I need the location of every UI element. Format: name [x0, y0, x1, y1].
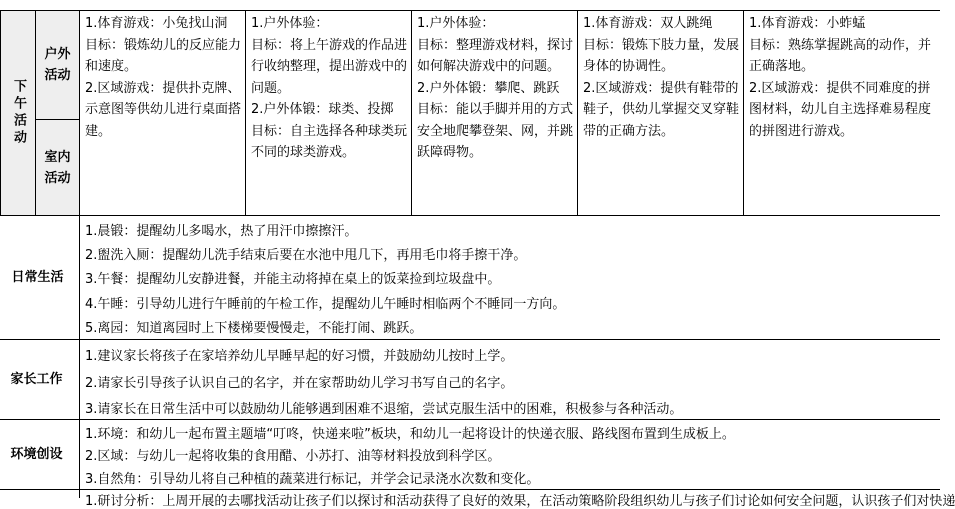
parent-work-item-2: 2.请家长引导孩子认识自己的名字，并在家帮助幼儿学习书写自己的名字。 [85, 376, 514, 391]
col1-line-3: 2.区域游戏：提供扑克牌、示意图等供幼儿进行桌面搭建。 [85, 80, 242, 139]
last-row-label-cell [0, 490, 80, 498]
parent-work-label-cell [0, 340, 80, 420]
afternoon-label-cell [0, 10, 36, 216]
daily-life-item-4: 4.午睡：引导幼儿进行午睡前的午检工作，提醒幼儿午睡时相临两个不睡同一方向。 [85, 297, 566, 312]
col3-line-1: 1.户外体验： [417, 16, 495, 31]
col4-line-2: 目标：锻炼下肢力量，发展身体的协调性。 [583, 37, 740, 74]
col1-line-2: 目标：锻炼幼儿的反应能力和速度。 [85, 37, 242, 74]
afternoon-col-4 [578, 10, 744, 216]
daily-life-item-2: 2.盥洗入厕：提醒幼儿洗手结束后要在水池中甩几下，再用毛巾将手擦干净。 [85, 248, 527, 263]
col2-line-1: 1.户外体验： [251, 16, 329, 31]
parent-work-label: 家长工作 [10, 371, 63, 387]
environment-item-2: 2.区域：与幼儿一起将收集的食用醋、小苏打、油等材料投放到科学区。 [85, 449, 501, 464]
daily-life-label-cell [0, 216, 80, 340]
daily-life-item-5: 5.离园：知道离园时上下楼梯要慢慢走，不能打闹、跳跃。 [85, 321, 423, 336]
environment-item-3: 3.自然角：引导幼儿将自己种植的蔬菜进行标记，并学会记录浇水次数和变化。 [85, 472, 540, 487]
daily-life-item-3: 3.午餐：提醒幼儿安静进餐，并能主动将掉在桌上的饭菜捡到垃圾盘中。 [85, 272, 501, 287]
col3-line-2: 目标：整理游戏材料，探讨如何解决游戏中的问题。 [417, 37, 574, 74]
daily-life-content [80, 216, 940, 340]
indoor-label: 室内活动 [44, 149, 71, 186]
afternoon-col-1 [80, 10, 246, 216]
col3-line-3: 2.户外体锻：攀爬、跳跃 [417, 80, 560, 96]
environment-content [80, 420, 940, 490]
environment-item-1: 1.环境：和幼儿一起布置主题墙“叮咚，快递来啦”板块，和幼儿一起将设计的快递衣服、路线图布置到生成板上。 [85, 427, 735, 442]
col2-line-4: 目标：自主选择各种球类玩不同的球类游戏。 [251, 123, 408, 160]
afternoon-col-5 [744, 10, 940, 216]
last-row-content [80, 490, 955, 509]
parent-work-item-3: 3.请家长在日常生活中可以鼓励幼儿能够遇到困难不退缩，尝试克服生活中的困难，积极参与各种活动。 [85, 402, 683, 417]
daily-life-item-1: 1.晨锻：提醒幼儿多喝水，热了用汗巾擦擦汗。 [85, 224, 358, 239]
col2-line-3: 2.户外体锻：球类、投掷 [251, 102, 394, 117]
afternoon-col-2 [246, 10, 412, 216]
col4-line-1: 1.体育游戏：双人跳绳 [583, 16, 713, 31]
col1-line-1: 1.体育游戏：小兔找山洞 [85, 16, 228, 31]
col3-line-4: 目标：能以手脚并用的方式安全地爬攀登架、网，并跳跃障碍物。 [417, 102, 574, 160]
col5-line-3: 2.区域游戏：提供不同难度的拼图材料，幼儿自主选择难易程度的拼图进行游戏。 [749, 80, 932, 139]
parent-work-content [80, 340, 940, 420]
outdoor-label: 户外活动 [44, 47, 71, 83]
col5-line-2: 目标：熟练掌握跳高的动作，并正确落地。 [749, 37, 932, 74]
col4-line-3: 2.区域游戏：提供有鞋带的鞋子，供幼儿掌握交叉穿鞋带的正确方法。 [583, 80, 740, 139]
daily-life-label: 日常生活 [11, 269, 64, 285]
environment-label-cell [0, 420, 80, 490]
environment-label: 环境创设 [10, 446, 63, 462]
col2-line-2: 目标：将上午游戏的作品进行收纳整理，提出游戏中的问题。 [251, 37, 408, 96]
afternoon-label: 下午活动 [11, 79, 26, 147]
outdoor-label-cell [36, 10, 80, 120]
afternoon-col-3 [412, 10, 578, 216]
col5-line-1: 1.体育游戏：小蚱蜢 [749, 16, 866, 31]
parent-work-item-1: 1.建议家长将孩子在家培养幼儿早睡早起的好习惯，并鼓励幼儿按时上学。 [85, 349, 514, 364]
indoor-label-cell [36, 120, 80, 216]
last-row-text: 1.研讨分析：上周开展的去哪找活动让孩子们以探讨和活动获得了良好的效果，在活动策略阶段组织幼儿与孩子们讨论如何安全问题，认识孩子们对快递 [85, 494, 955, 509]
